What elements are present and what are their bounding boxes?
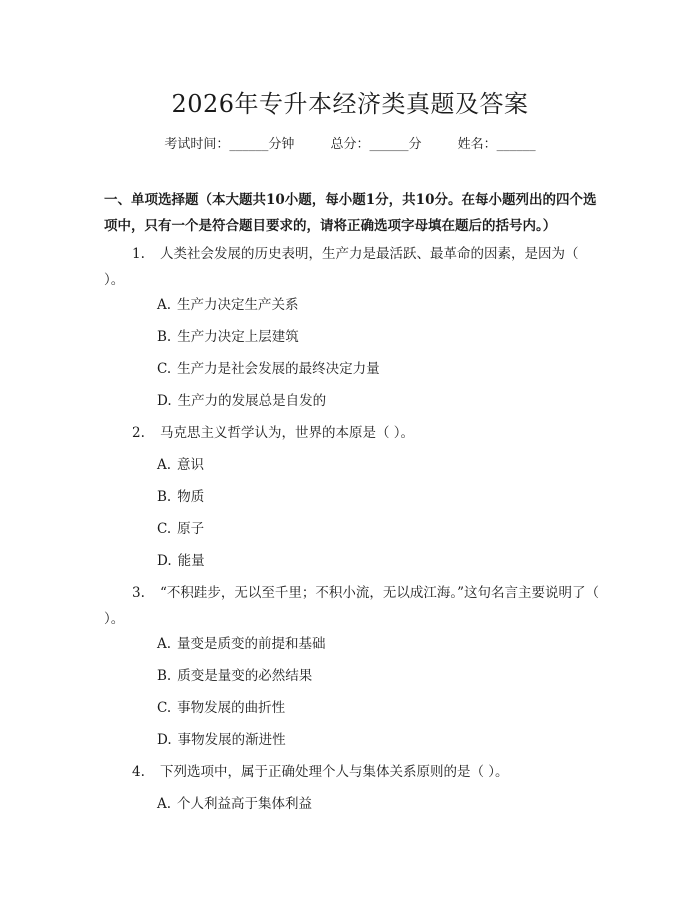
question bbox=[104, 420, 600, 446]
option bbox=[157, 356, 380, 382]
option-letter: D. bbox=[157, 393, 172, 409]
exam-meta bbox=[0, 133, 700, 152]
option bbox=[157, 631, 326, 657]
exam-name: 姓名：______ bbox=[457, 137, 536, 152]
option-letter: B. bbox=[157, 668, 172, 684]
question-number: 2. bbox=[132, 425, 145, 441]
option bbox=[157, 516, 204, 542]
exam-time: 考试时间：______分钟 bbox=[164, 137, 295, 152]
question bbox=[104, 241, 600, 293]
option-letter: A. bbox=[157, 297, 172, 313]
exam-score: 总分：______分 bbox=[330, 137, 422, 152]
option-letter: B. bbox=[157, 329, 172, 345]
option-letter: C. bbox=[157, 700, 172, 716]
option-text: 物质 bbox=[177, 489, 205, 505]
document-title: 2026年专升本经济类真题及答案 bbox=[171, 90, 529, 118]
option-text: 意识 bbox=[177, 457, 205, 473]
option-text: 原子 bbox=[177, 521, 205, 537]
option bbox=[157, 695, 285, 721]
question-text: “不积跬步，无以至千里；不积小流，无以成江海。”这句名言主要说明了（ ）。 bbox=[104, 585, 600, 627]
option bbox=[157, 452, 204, 478]
section-header: 一、单项选择题（本大题共10小题，每小题1分，共10分。在每小题列出的四个选项中，只有一个是符合题目要求的，请将正确选项字母填在题后的括号内。） bbox=[104, 192, 597, 234]
option bbox=[157, 484, 204, 510]
option-letter: A. bbox=[157, 457, 172, 473]
question-text: 下列选项中，属于正确处理个人与集体关系原则的是（ ）。 bbox=[160, 764, 509, 780]
option-text: 生产力是社会发展的最终决定力量 bbox=[177, 361, 380, 377]
option-letter: D. bbox=[157, 553, 172, 569]
option-letter: A. bbox=[157, 636, 172, 652]
option-letter: A. bbox=[157, 796, 172, 812]
option-letter: B. bbox=[157, 489, 172, 505]
option bbox=[157, 324, 299, 350]
option bbox=[157, 791, 312, 817]
question-number: 4. bbox=[132, 764, 145, 780]
question bbox=[104, 580, 600, 632]
question-number: 3. bbox=[132, 585, 145, 601]
option-text: 事物发展的渐进性 bbox=[177, 732, 286, 748]
option bbox=[157, 292, 299, 318]
option-text: 事物发展的曲折性 bbox=[177, 700, 286, 716]
option bbox=[157, 388, 326, 414]
option-text: 生产力的发展总是自发的 bbox=[177, 393, 327, 409]
question-number: 1. bbox=[132, 246, 145, 262]
option bbox=[157, 548, 205, 574]
option-text: 生产力决定上层建筑 bbox=[177, 329, 299, 345]
question-text: 人类社会发展的历史表明，生产力是最活跃、最革命的因素，是因为（ ）。 bbox=[104, 246, 579, 288]
option-text: 个人利益高于集体利益 bbox=[177, 796, 313, 812]
option-letter: C. bbox=[157, 521, 172, 537]
question-text: 马克思主义哲学认为，世界的本原是（ ）。 bbox=[160, 425, 415, 441]
option-text: 量变是质变的前提和基础 bbox=[177, 636, 326, 652]
option bbox=[157, 663, 312, 689]
option-letter: C. bbox=[157, 361, 172, 377]
option-letter: D. bbox=[157, 732, 172, 748]
option bbox=[157, 727, 286, 753]
option-text: 能量 bbox=[177, 553, 205, 569]
option-text: 生产力决定生产关系 bbox=[177, 297, 299, 313]
question bbox=[104, 759, 600, 785]
option-text: 质变是量变的必然结果 bbox=[177, 668, 313, 684]
